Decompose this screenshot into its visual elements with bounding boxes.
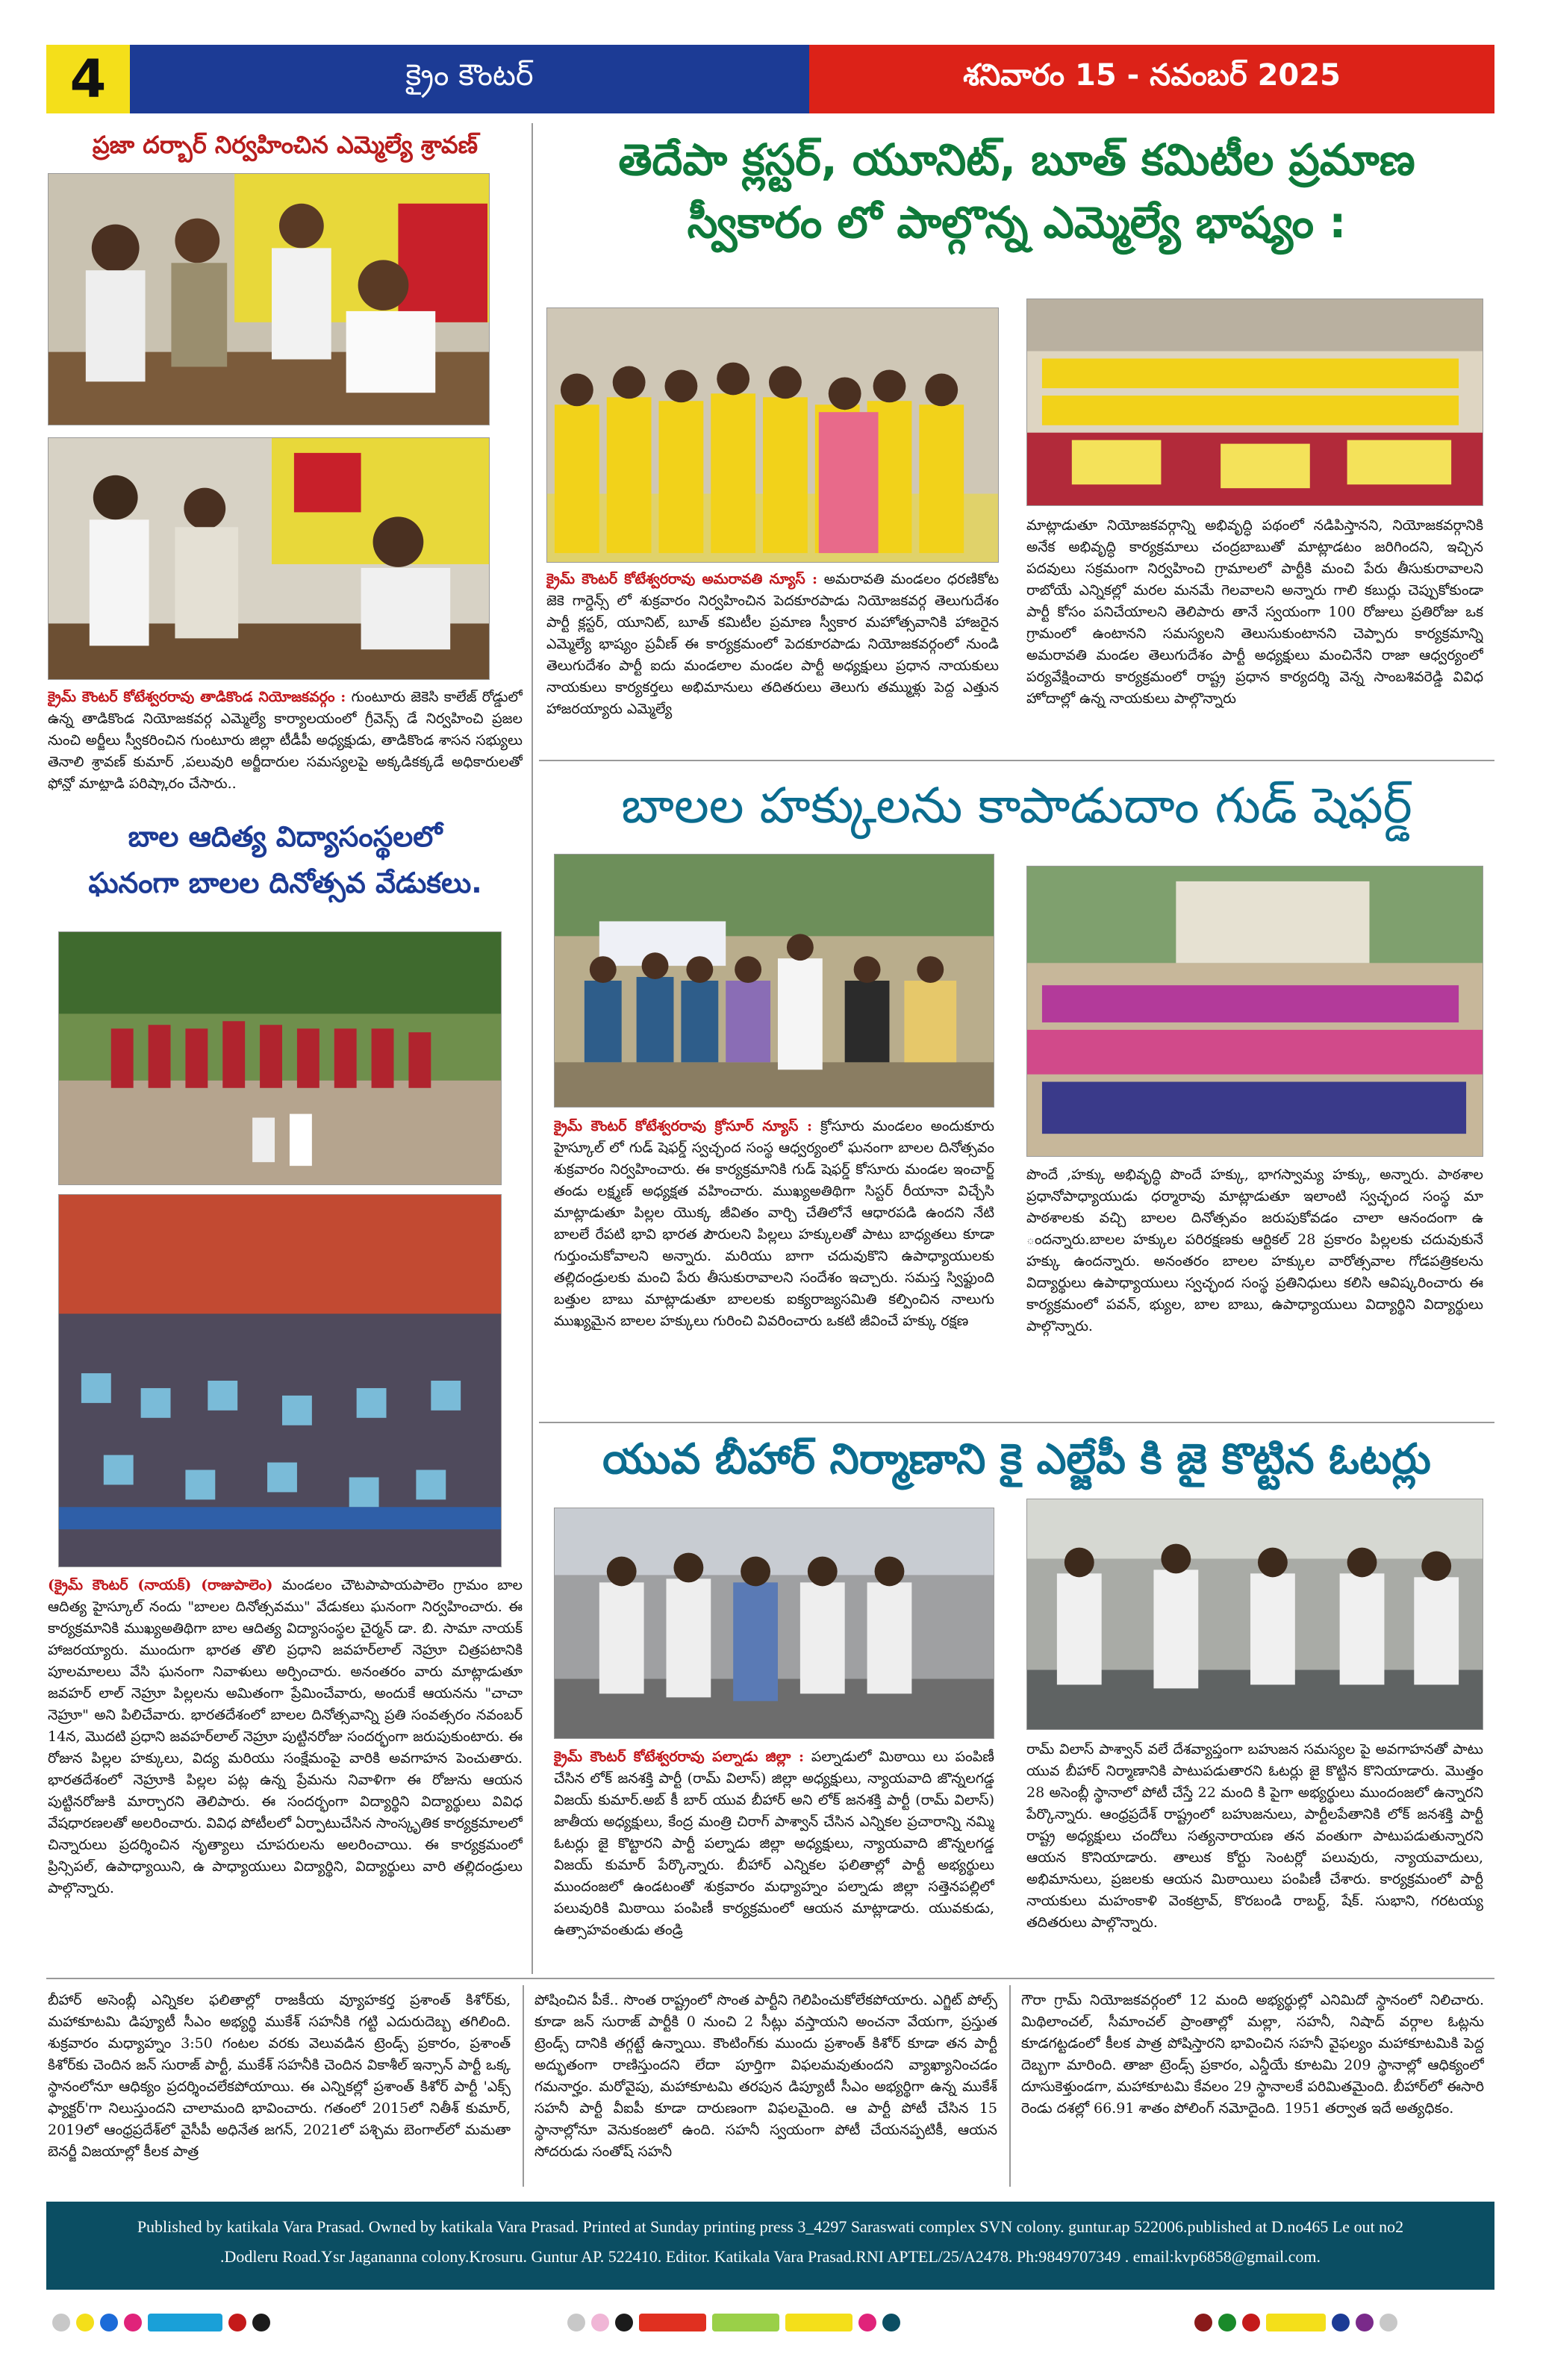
- page-number: 4: [46, 45, 130, 113]
- left-story-1: [48, 687, 523, 791]
- headline-line: తెదేపా క్లస్టర్, యూనిట్, బూత్ కమిటీల ప్రమాణ: [618, 134, 1415, 185]
- photo-mla-praja-darbar: [48, 173, 490, 425]
- imprint-footer: [46, 2202, 1494, 2290]
- imprint-line: Published by katikala Vara Prasad. Owned by katikala Vara Prasad. Printed at Sunday printing press 3_4297 Saraswati complex SVN colony. guntur.ap 522006.published at D.no465 Le out no2: [137, 2217, 1404, 2236]
- headline-line: ఘనంగా బాలల దినోత్సవ వేడుకలు.: [88, 866, 482, 899]
- bottom-divider: [46, 1978, 1494, 1979]
- section-divider: [539, 760, 1494, 761]
- middle-story-col2: [1026, 1164, 1483, 1414]
- register-bar: [1266, 2314, 1326, 2331]
- register-dot: [1380, 2314, 1397, 2331]
- bottom-story-col3: గౌరా గ్రామ్ నియోజకవర్గంలో 12 మంది అభ్యర్థుల్లో ఎనిమిదో స్థానంలో నిలిచారు. మిథిలాంచల్, సీమాంచల్ ప్రాంతాల్లో మల్లా, సహనీ, నిషాద్ వర్గాల ఓట్లను కూడగట్టడంలో కీలక పాత్ర పోషిస్తారని భావించిన సహనీ వైఫల్యం మహాకూటమికి పెద్ద దెబ్బగా మారింది. తాజా ట్రెండ్స్ ప్రకారం, ఎన్డీయే కూటమి 209 స్థానాల్లో ఆధిక్యంలో దూసుకెళ్తుండగా, మహాకూటమి కేవలం 29 స్థానాలకే పరిమితమైంది. బీహార్‌లో ఈసారి రెండు దశల్లో 66.91 శాతం పోలింగ్ నమోదైంది. 1951 తర్వాత ఇదే అత్యధికం.: [1021, 1992, 1484, 2117]
- register-dot: [1332, 2314, 1350, 2331]
- color-marks-center: [567, 2314, 900, 2331]
- dateline: (క్రైమ్ కౌంటర్ (నాయక్) (రాజుపాలెం): [48, 1577, 273, 1593]
- left-story-2: [48, 1575, 523, 1970]
- photo-mla-signing: [48, 437, 490, 680]
- photo-childrens-day-dance: [58, 931, 502, 1185]
- register-dot: [1242, 2314, 1260, 2331]
- photo-childrens-day-gathering: [58, 1194, 502, 1567]
- photo-tdp-hall: [1026, 299, 1483, 506]
- color-marks-left: [52, 2314, 270, 2331]
- register-dot: [1194, 2314, 1212, 2331]
- register-dot: [882, 2314, 900, 2331]
- headline-line: స్వీకారం లో పాల్గొన్న ఎమ్మెల్యే భాష్యం :: [687, 197, 1347, 248]
- color-marks-right: [1194, 2314, 1397, 2331]
- column-divider: [1009, 1985, 1011, 2187]
- register-bar: [148, 2314, 222, 2331]
- register-dot: [615, 2314, 633, 2331]
- section-divider: [539, 1422, 1494, 1423]
- story-text: మాట్లాడుతూ నియోజకవర్గాన్ని అభివృద్ధి పథంలో నడిపిస్తానని, నియోజకవర్గానికి అనేక అభివృద్ధి కార్యక్రమాలు చంద్రబాబుతో మాట్లాడటం జరిగిందని, ఇచ్చిన పదవులు సక్రమంగా నిర్వహించి గ్రామాలలో పార్టీకి మంచి పేరు తీసుకురావాలని రాబోయే ఎన్నికల్లో మరల మనమే గెలవాలని అన్నారు గాలి కబుర్లు చెప్పుకోకుండా పార్టీ కోసం పనిచేయాలని తెలిపారు తానే స్వయంగా 100 రోజులు ప్రతిరోజు ఒక గ్రామంలో ఉంటానని సమస్యలని తెలుసుకుంటానని చెప్పారు కార్యక్రమాన్ని అమరావతి మండల తెలుగుదేశం పార్టీ అధ్యక్షులు మంచినేని రాజా ఆధ్వర్యంలో పర్యవేక్షించారు కార్యక్రమంలో రాష్ట్ర ప్రధాన కార్యదర్శి వెన్న సాంబశివరెడ్డి వివిధ హోదాల్లో ఉన్న నాయకులు పాల్గొన్నారు: [1026, 517, 1483, 707]
- middle-headline: బాలల హక్కులను కాపాడుదాం గుడ్ షెఫర్డ్: [621, 777, 1412, 834]
- story-text: పల్నాడులో మిఠాయి లు పంపిణీ చేసిన లోక్ జనశక్తి పార్టీ (రామ్ విలాస్) జిల్లా అధ్యక్షులు, న్యాయవాది జొన్నలగడ్డ విజయ్ కుమార్.అబ్ కీ బార్ యువ బీహార్ అని లోక్ జనశక్తి పార్టీ (రామ్ విలాస్) జాతీయ అధ్యక్షులు, కేంద్ర మంత్రి చిరాగ్ పాశ్వాన్ చేసిన ఎన్నికల ప్రచారాన్ని నమ్మి ఓటర్లు జై కొట్టారని పార్టీ పల్నాడు జిల్లా అధ్యక్షులు, న్యాయవాది జొన్నలగడ్డ విజయ్ కుమార్ పేర్కొన్నారు. బీహార్ ఎన్నికల ఫలితాల్లో పార్టీ అభ్యర్థులు ముందంజలో ఉండటంతో శుక్రవారం మధ్యాహ్నం పల్నాడు జిల్లా సత్తెనపల్లిలో పలువురికి మిఠాయి పంపిణీ కార్యక్రమంలో ఆయన మాట్లాడారు. యువకుడు, ఉత్సాహవంతుడు తండ్రి: [554, 1749, 994, 1938]
- register-dot: [124, 2314, 142, 2331]
- register-dot: [228, 2314, 246, 2331]
- lower-headline: యువ బీహార్ నిర్మాణాని కై ఎల్జేపీ కి జై కొట్టిన ఓటర్లు: [602, 1435, 1431, 1484]
- column-divider: [523, 1985, 524, 2187]
- register-bar: [712, 2314, 779, 2331]
- dateline: క్రైమ్ కౌంటర్ కోటేశ్వరరావు పల్నాడు జిల్లా :: [554, 1749, 804, 1765]
- register-dot: [252, 2314, 270, 2331]
- register-dot: [1356, 2314, 1374, 2331]
- story-text: గుంటూరు జెకెసి కాలేజ్ రోడ్డులో ఉన్న తాడికొండ నియోజకవర్గ ఎమ్మెల్యే కార్యాలయంలో గ్రీవెన్స్ డే నిర్వహించి ప్రజల నుంచి అర్జీలు స్వీకరించిన గుంటూరు జిల్లా టీడీపీ అధ్యక్షుడు, తాడికొండ శాసన సభ్యులు తెనాలి శ్రావణ్ కుమార్ ,పలువురి అర్జీదారుల సమస్యలపై అక్కడికక్కడే అధికారులతో ఫోన్లో మాట్లాడి పరిష్కారం చేసారు..: [48, 689, 523, 791]
- section-title: క్రైం కౌంటర్: [130, 45, 809, 113]
- dateline: క్రైమ్ కౌంటర్ కోటేశ్వరరావు అమరావతి న్యూస్ :: [546, 571, 817, 587]
- register-bar: [639, 2314, 706, 2331]
- bottom-story-col2: పోషించిన పీకే.. సొంత రాష్ట్రంలో సొంత పార్టీని గెలిపించుకోలేకపోయారు. ఎగ్జిట్ పోల్స్ కూడా జన్ సురాజ్ పార్టీకి 0 నుంచి 2 సీట్లు వస్తాయని అంచనా వేయగా, ప్రస్తుత ట్రెండ్స్ దానికి తగ్గట్టే ఉన్నాయి. కౌంటింగ్‌కు ముందు ప్రశాంత్ కిశోర్ కూడా తన పార్టీ అద్భుతంగా రాణిస్తుందని లేదా పూర్తిగా విఫలమవుతుందని వ్యాఖ్యానించడం గమనార్హం. మరోవైపు, మహాకూటమి తరపున డిప్యూటీ సీఎం అభ్యర్థిగా ఉన్న ముకేశ్ సహనీ పార్టీ వీఐపీ కూడా దారుణంగా విఫలమైంది. ఆ పార్టీ పోటీ చేసిన 15 స్థానాల్లోనూ వెనుకంజలో ఉంది. సహనీ స్వయంగా పోటీ చేయనప్పటికీ, ఆయన సోదరుడు సంతోష్ సహనీ: [534, 1992, 997, 2160]
- photo-child-rights-stage: [554, 854, 994, 1108]
- bottom-story-col1: బీహార్ అసెంబ్లీ ఎన్నికల ఫలితాల్లో రాజకీయ వ్యూహకర్త ప్రశాంత్ కిశోర్‌కు, మహాకూటమి డిప్యూటీ సీఎం అభ్యర్థి ముకేశ్ సహనీకి గట్టి ఎదురుదెబ్బ తగిలింది. శుక్రవారం మధ్యాహ్నం 3:50 గంటల వరకు వెలువడిన ట్రెండ్స్ ప్రకారం, ప్రశాంత్ కిశోర్‌కు చెందిన జన్ సురాజ్ పార్టీ, ముకేశ్ సహనీకి చెందిన వికాశీల్ ఇన్సాన్ పార్టీ ఒక్క స్థానంలోనూ ఆధిక్యం ప్రదర్శించలేకపోయాయి. ఈ ఎన్నికల్లో ప్రశాంత్ కిశోర్ పార్టీ 'ఎక్స్ ఫ్యాక్టర్'గా నిలుస్తుందని చాలామంది భావించారు. గతంలో 2015లో నితీశ్ కుమార్, 2019లో ఆంధ్రప్రదేశ్‌లో వైసీపీ అధినేత జగన్, 2021లో పశ్చిమ బెంగాల్‌లో మమతా బెనర్జీ విజయాల్లో కీలక పాత్ర: [48, 1992, 511, 2160]
- photo-tdp-leaders: [546, 307, 999, 563]
- lower-story-col1: [554, 1746, 994, 1970]
- dateline: క్రైమ్ కౌంటర్ కోటేశ్వరరావు తాడికొండ నియోజకవర్గం :: [48, 689, 346, 705]
- column-divider: [532, 123, 533, 1974]
- register-dot: [858, 2314, 876, 2331]
- register-dot: [1218, 2314, 1236, 2331]
- top-headline: [539, 128, 1494, 254]
- headline-line: బాల ఆదిత్య విద్యాసంస్థలలో: [128, 820, 443, 853]
- story-text: రామ్ విలాస్ పాశ్వాన్ వలే దేశవ్యాప్తంగా బహుజన సమస్యల పై అవగాహనతో పాటు యువ బీహార్ నిర్మాణానికి పాటుపడుతారని ఓటర్లు జై కొట్టిన కొనియాడారు. మొత్తం 28 అసెంబ్లీ స్థానాలో పోటీ చేస్తే 22 మంది కి పైగా అభ్యర్థులు ముందంజలో ఉన్నారని పేర్కొన్నారు. ఆంధ్రప్రదేశ్ రాష్ట్రంలో బహుజనులు, పార్టీలపేతానికి లోక్ జనశక్తి పార్టీ రాష్ట్ర అధ్యక్షులు చందోలు సత్యనారాయణ తన వంతుగా పాటుపడుతున్నారని ఆయన కొనియాడారు. తాలుక కోర్టు సెంటర్లో పలువురు, న్యాయవాదులు, అభిమానులు, ప్రజలకు ఆయన మిఠాయిలు పంపిణీ చేశారు. కార్యక్రమంలో పార్టీ నాయకులు మహంకాళి వెంకట్రావ్, కొరబండి రాబర్ట్, షేక్. సుభాని, గరటయ్య తదితరులు పాల్గొన్నారు.: [1026, 1741, 1483, 1931]
- story-text: అమరావతి మండలం ధరణికోట జెకె గార్డెన్స్ లో శుక్రవారం నిర్వహించిన పెదకూరపాడు నియోజకవర్గ తెలుగుదేశం పార్టీ క్లస్టర్, యూనిట్, బూత్ కమిటీల ప్రమాణ స్వీకార మహోత్సవానికి హాజరైన ఎమ్మెల్యే భాష్యం ప్రవీణ్ ఈ కార్యక్రమంలో పెదకూరపాడు నియోజకవర్గంలో నుండి తెలుగుదేశం పార్టీ ఐదు మండలాల మండల పార్టీ అధ్యక్షులు ప్రధాన నాయకులు నాయకులు కార్యకర్తలు అభిమానులు తదితరులు తెలుగు తమ్ముళ్లు పెద్ద ఎత్తున హాజరయ్యారు ఎమ్మెల్యే: [546, 571, 999, 717]
- register-bar: [785, 2314, 852, 2331]
- photo-ljp-sweets-distribution: [554, 1508, 994, 1739]
- left-headline-2: [48, 813, 523, 906]
- register-dot: [52, 2314, 70, 2331]
- top-story-col1: [546, 569, 999, 763]
- story-text: మండలం చౌటపాపాయపాలెం గ్రామం బాల ఆదిత్య హైస్కూల్ నందు "బాలల దినోత్సవము" వేడుకలు ఘనంగా నిర్వహించారు. ఈ కార్యక్రమానికి ముఖ్యఅతిథిగా బాల ఆదిత్య విద్యాసంస్థల చైర్మన్ డా. బి. సామా నాయక్ హాజరయ్యారు. ముందుగా భారత తొలి ప్రధాని జవహర్‌లాల్ నెహ్రూ చిత్రపటానికి పూలమాలలు వేసి ఘనంగా నివాళులు అర్పించారు. అనంతరం వారు మాట్లాడుతూ జవహర్ లాల్ నెహ్రూ పిల్లలను అమితంగా ప్రేమించేవారు, అందుకే ఆయనను "చాచా నెహ్రూ" అని పిలిచేవారు. భారతదేశంలో బాలల దినోత్సవాన్ని ప్రతి సంవత్సరం నవంబర్ 14న, మొదటి ప్రధాని జవహర్‌లాల్ నెహ్రూ పుట్టినరోజు సందర్భంగా జరుపుకుంటారు. ఈ రోజున పిల్లల హక్కులు, విద్య మరియు సంక్షేమంపై వారికి అవగాహన పెంచుతారు. భారతదేశంలో నెహ్రూకి పిల్లల పట్ల ఉన్న ప్రేమను నివాళిగా ఈ రోజును ఆయన పుట్టినరోజుకి మార్చారని తెలిపారు. ఈ సందర్భంగా విద్యార్థిని విద్యార్థులు వివిధ వేషధారణలతో అలరించారు. వివిధ పోటీలలో ఏర్పాటుచేసిన సాంస్కృతిక కార్యక్రమాలలో చిన్నారులు ప్రదర్శించిన నృత్యాలు చూపరులను అలరించాయి. ఈ కార్యక్రమంలో ప్రిన్సిపల్, ఉపాధ్యాయిని, ఉ పాధ్యాయులు విద్యార్థిని, విద్యార్థులు వారి తల్లిదండ్రులు పాల్గొన్నారు.: [48, 1577, 523, 1896]
- issue-date: శనివారం 15 - నవంబర్ 2025: [809, 45, 1494, 113]
- photo-ljp-court-center: [1026, 1499, 1483, 1730]
- register-dot: [76, 2314, 94, 2331]
- photo-child-rights-students: [1026, 866, 1483, 1157]
- register-dot: [591, 2314, 609, 2331]
- left-headline-1: ప్రజా దర్బార్ నిర్వహించిన ఎమ్మెల్యే శ్రావణ్: [92, 131, 479, 159]
- lower-story-col2: [1026, 1739, 1483, 1970]
- dateline: క్రైమ్ కౌంటర్ కోటేశ్వరరావు క్రోసూర్ న్యూస్ :: [554, 1118, 812, 1134]
- imprint-line: .Dodleru Road.Ysr Jagananna colony.Krosuru. Guntur AP. 522410. Editor. Katikala Vara Prasad.RNI APTEL/25/A2478. Ph:9849707349 . email:kvp6858@gmail.com.: [220, 2247, 1321, 2266]
- top-story-col2: [1026, 515, 1483, 754]
- story-text: క్రోసూరు మండలం అందుకూరు హైస్కూల్ లో గుడ్ షెఫర్డ్ స్వచ్ఛంద సంస్థ ఆధ్వర్యంలో ఘనంగా బాలల దినోత్సవం శుక్రవారం నిర్వహించారు. ఈ కార్యక్రమానికి గుడ్ షెఫర్డ్ కోసూరు మండల ఇంచార్జ్ తండు లక్ష్మణ్ అధ్యక్షత వహించారు. ముఖ్యఅతిథిగా సిస్టర్ రీయానా విచ్చేసి మాట్లాడుతూ పిల్లల యొక్క జీవితం వార్చి చేతిలోనే ఆధారపడి ఉందని నేటి బాలలే రేపటి భావి భారత పౌరులని పిల్లలు హక్కులతో పాటు బాధ్యతలు కూడా గుర్తుంచుకోవాలని అన్నారు. మరియు బాగా చదువుకొని ఉపాధ్యాయులకు తల్లిదండ్రులకు మంచి పేరు తీసుకురావాలని సందేశం ఇచ్చారు. సమస్త స్విఫ్టుంది బత్తుల బాబు మాట్లాడుతూ బాలలకు ఐక్యరాజ్యసమితి కల్పించిన నాలుగు ముఖ్యమైన బాలల హక్కులు గురించి వివరించారు ఒకటి జీవించే హక్కు రక్షణ: [554, 1118, 994, 1329]
- story-text: పొందే ,హక్కు అభివృద్ధి పొందే హక్కు, భాగస్వామ్య హక్కు, అన్నారు. పాఠశాల ప్రధానోపాధ్యాయుడు ధర్మారావు మాట్లాడుతూ ఇలాంటి స్వచ్ఛంద సంస్థ మా పాఠశాలకు వచ్చి బాలల దినోత్సవం జరుపుకోవడం చాలా ఆనందంగా ఉ ందన్నారు.బాలల హక్కుల పరిరక్షణకు ఆర్టికల్ 28 ప్రకారం పిల్లలకు చదువుకునే హక్కు ఉందన్నారు. అనంతరం బాలల హక్కుల వారోత్సవాల గోడపత్రికలను విద్యార్థులు ఉపాధ్యాయులు స్వచ్ఛంద సంస్థ ప్రతినిధులు కలిసి ఆవిష్కరించారు ఈ కార్యక్రమంలో పవన్, భ్యుల, బాల బాబు, ఉపాధ్యాయులు విద్యార్థిని విద్యార్థులు పాల్గొన్నారు.: [1026, 1166, 1483, 1334]
- register-dot: [567, 2314, 585, 2331]
- register-dot: [100, 2314, 118, 2331]
- masthead: [46, 45, 1494, 113]
- middle-story-col1: [554, 1116, 994, 1414]
